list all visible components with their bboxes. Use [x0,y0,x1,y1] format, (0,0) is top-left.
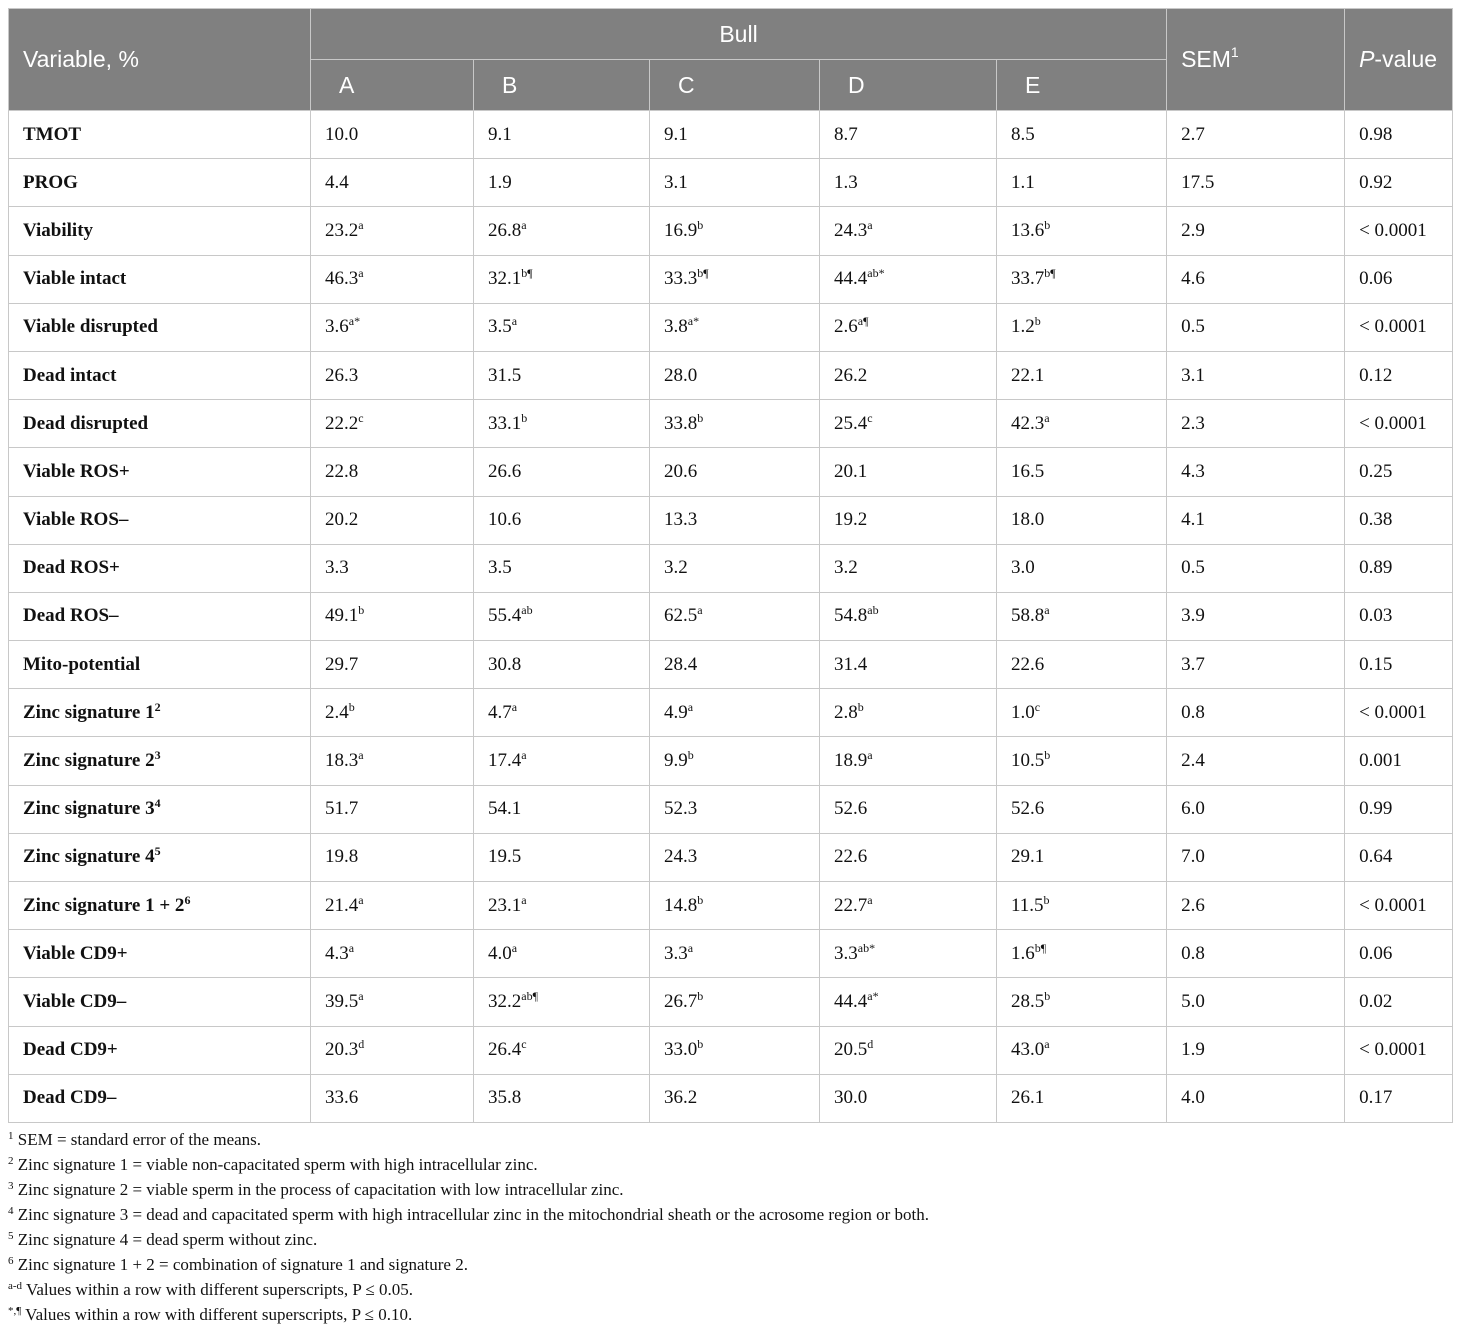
table-row [9,1074,1453,1122]
value-cell: $33.3^{b\P}$ [650,255,820,303]
value-cell: 54.1 [474,785,650,833]
value-cell: 35.8 [474,1074,650,1122]
value-cell: 30.0 [820,1074,997,1122]
sem-cell: 5.0 [1167,978,1345,1026]
sem-cell: 3.1 [1167,351,1345,399]
value-cell: 8.7 [820,111,997,159]
table-row [9,207,1453,255]
value-cell: 26.1 [997,1074,1167,1122]
value-cell: 26.6 [474,448,650,496]
p-value-header: P-value [1345,9,1453,111]
value-cell: 4.0$^a$ [474,930,650,978]
value-cell: 28.0 [650,351,820,399]
variable-label: Viability [9,207,311,255]
variable-label: Zinc signature $3^4$ [9,785,311,833]
bull-d-header: D [820,60,997,111]
value-cell: 49.1$^b$ [311,592,474,640]
table-row [9,400,1453,448]
value-cell: 22.7$^a$ [820,882,997,930]
variable-label: Viable disrupted [9,303,311,351]
table-row [9,351,1453,399]
p-value-cell: 0.92 [1345,159,1453,207]
variable-label: Dead ROS+ [9,544,311,592]
value-cell: 22.8 [311,448,474,496]
value-cell: 24.3 [650,833,820,881]
sem-header: SEM$^1$ [1167,9,1345,111]
table-row [9,689,1453,737]
value-cell: 43.0$^a$ [997,1026,1167,1074]
value-cell: $33.7^{b\P}$ [997,255,1167,303]
value-cell: 52.6 [820,785,997,833]
variable-header: Variable, % [9,9,311,111]
value-cell: 1.0$^c$ [997,689,1167,737]
value-cell: 1.9 [474,159,650,207]
sem-cell: 0.8 [1167,689,1345,737]
value-cell: 16.9$^b$ [650,207,820,255]
table-row [9,159,1453,207]
value-cell: 22.2$^c$ [311,400,474,448]
sem-cell: 4.3 [1167,448,1345,496]
p-value-cell: 0.98 [1345,111,1453,159]
p-value-cell: 0.03 [1345,592,1453,640]
p-value-cell: 0.38 [1345,496,1453,544]
sem-cell: 7.0 [1167,833,1345,881]
table-row [9,785,1453,833]
p-value-cell: 0.06 [1345,930,1453,978]
value-cell: 1.2$^b$ [997,303,1167,351]
value-cell: 46.3$^a$ [311,255,474,303]
footnotes [8,1127,1452,1327]
variable-label: Dead ROS– [9,592,311,640]
variable-label: Viable CD9+ [9,930,311,978]
value-cell: 1.1 [997,159,1167,207]
value-cell: 36.2 [650,1074,820,1122]
table-row [9,303,1453,351]
value-cell: 42.3$^a$ [997,400,1167,448]
sem-cell: 0.8 [1167,930,1345,978]
p-value-cell: 0.06 [1345,255,1453,303]
value-cell: 33.6 [311,1074,474,1122]
sem-cell: 2.4 [1167,737,1345,785]
value-cell: 3.5 [474,544,650,592]
value-cell: 4.7$^a$ [474,689,650,737]
bull-group-header: Bull [311,9,1167,60]
footnote: *,¶ Values within a row with different superscripts, P ≤ 0.10. [8,1304,413,1324]
table-row [9,111,1453,159]
value-cell: 26.8$^a$ [474,207,650,255]
bull-c-header: C [650,60,820,111]
sem-cell: 6.0 [1167,785,1345,833]
value-cell: 17.4$^a$ [474,737,650,785]
variable-label: TMOT [9,111,311,159]
value-cell: 55.4$^{ab}$ [474,592,650,640]
value-cell: $3.3^{ab*}$ [820,930,997,978]
value-cell: 58.8$^a$ [997,592,1167,640]
p-value-cell: < 0.0001 [1345,207,1453,255]
p-value-cell: 0.12 [1345,351,1453,399]
value-cell: 3.2 [820,544,997,592]
value-cell: 19.5 [474,833,650,881]
value-cell: 25.4$^c$ [820,400,997,448]
variable-label: Viable intact [9,255,311,303]
value-cell: $2.6^{a\P}$ [820,303,997,351]
sem-cell: 4.0 [1167,1074,1345,1122]
value-cell: 19.8 [311,833,474,881]
footnote: $^2$ Zinc signature 1 = viable non-capacitated sperm with high intracellular zinc. [8,1154,538,1174]
table-row [9,737,1453,785]
value-cell: 33.1$^b$ [474,400,650,448]
sem-cell: 0.5 [1167,303,1345,351]
sem-cell: 4.1 [1167,496,1345,544]
p-value-cell: 0.25 [1345,448,1453,496]
value-cell: 19.2 [820,496,997,544]
table-body [9,111,1453,1123]
table-row [9,255,1453,303]
value-cell: $32.2^{ab\P}$ [474,978,650,1026]
variable-label: Viable ROS– [9,496,311,544]
value-cell: 51.7 [311,785,474,833]
value-cell: 9.1 [474,111,650,159]
value-cell: 14.8$^b$ [650,882,820,930]
p-value-cell: 0.001 [1345,737,1453,785]
value-cell: $3.6^{a*}$ [311,303,474,351]
value-cell: 62.5$^a$ [650,592,820,640]
table-row [9,448,1453,496]
value-cell: 39.5$^a$ [311,978,474,1026]
value-cell: 28.5$^b$ [997,978,1167,1026]
value-cell: $44.4^{ab*}$ [820,255,997,303]
value-cell: 13.3 [650,496,820,544]
p-value-cell: < 0.0001 [1345,882,1453,930]
value-cell: 9.1 [650,111,820,159]
footnote: $^3$ Zinc signature 2 = viable sperm in the process of capacitation with low intracellular zinc. [8,1179,624,1199]
value-cell: 4.4 [311,159,474,207]
value-cell: $32.1^{b\P}$ [474,255,650,303]
value-cell: 3.1 [650,159,820,207]
value-cell: 26.4$^c$ [474,1026,650,1074]
sem-cell: 17.5 [1167,159,1345,207]
variable-label: Viable ROS+ [9,448,311,496]
sem-cell: 2.6 [1167,882,1345,930]
variable-label: Dead CD9+ [9,1026,311,1074]
value-cell: 21.4$^a$ [311,882,474,930]
variable-label: PROG [9,159,311,207]
value-cell: 3.2 [650,544,820,592]
p-value-cell: 0.64 [1345,833,1453,881]
value-cell: 26.3 [311,351,474,399]
footnote: $^4$ Zinc signature 3 = dead and capacitated sperm with high intracellular zinc in the mitochondrial sheath or the acrosome region or both. [8,1204,929,1224]
table-row [9,1026,1453,1074]
variable-label: Zinc signature $2^3$ [9,737,311,785]
p-value-cell: 0.89 [1345,544,1453,592]
value-cell: $3.8^{a*}$ [650,303,820,351]
p-value-cell: < 0.0001 [1345,689,1453,737]
value-cell: 29.1 [997,833,1167,881]
sem-cell: 3.7 [1167,641,1345,689]
value-cell: 22.6 [997,641,1167,689]
variable-label: Viable CD9– [9,978,311,1026]
footnote: $^6$ Zinc signature 1 + 2 = combination of signature 1 and signature 2. [8,1254,468,1274]
sem-cell: 0.5 [1167,544,1345,592]
value-cell: 10.5$^b$ [997,737,1167,785]
value-cell: 54.8$^{ab}$ [820,592,997,640]
p-value-cell: 0.17 [1345,1074,1453,1122]
bull-b-header: B [474,60,650,111]
value-cell: 26.2 [820,351,997,399]
sem-cell: 3.9 [1167,592,1345,640]
value-cell: 9.9$^b$ [650,737,820,785]
value-cell: 24.3$^a$ [820,207,997,255]
value-cell: 3.5$^a$ [474,303,650,351]
value-cell: 22.6 [820,833,997,881]
value-cell: 33.0$^b$ [650,1026,820,1074]
table-row [9,882,1453,930]
value-cell: 20.2 [311,496,474,544]
value-cell: 18.0 [997,496,1167,544]
value-cell: 52.3 [650,785,820,833]
value-cell: 2.8$^b$ [820,689,997,737]
p-value-cell: 0.15 [1345,641,1453,689]
value-cell: 52.6 [997,785,1167,833]
bull-e-header: E [997,60,1167,111]
value-cell: 1.3 [820,159,997,207]
value-cell: 28.4 [650,641,820,689]
value-cell: 3.0 [997,544,1167,592]
value-cell: 4.9$^a$ [650,689,820,737]
footnote: $^5$ Zinc signature 4 = dead sperm without zinc. [8,1229,318,1249]
table-row [9,833,1453,881]
value-cell: 23.1$^a$ [474,882,650,930]
value-cell: 22.1 [997,351,1167,399]
value-cell: 31.5 [474,351,650,399]
value-cell: 16.5 [997,448,1167,496]
value-cell: 4.3$^a$ [311,930,474,978]
value-cell: 2.4$^b$ [311,689,474,737]
footnote: $^1$ SEM = standard error of the means. [8,1129,262,1149]
value-cell: 31.4 [820,641,997,689]
p-value-cell: < 0.0001 [1345,1026,1453,1074]
value-cell: 26.7$^b$ [650,978,820,1026]
footnote: $^{a-d}$ Values within a row with different superscripts, P ≤ 0.05. [8,1279,414,1299]
variable-label: Dead intact [9,351,311,399]
table-row [9,930,1453,978]
variable-label: Zinc signature $4^5$ [9,833,311,881]
value-cell: 29.7 [311,641,474,689]
value-cell: 20.5$^d$ [820,1026,997,1074]
table-row [9,641,1453,689]
value-cell: 23.2$^a$ [311,207,474,255]
variable-label: Zinc signature $1 + 2^6$ [9,882,311,930]
bull-a-header: A [311,60,474,111]
sem-cell: 1.9 [1167,1026,1345,1074]
p-value-cell: < 0.0001 [1345,400,1453,448]
table-row [9,592,1453,640]
table-row [9,544,1453,592]
variable-label: Dead CD9– [9,1074,311,1122]
variable-label: Dead disrupted [9,400,311,448]
value-cell: 33.8$^b$ [650,400,820,448]
sem-cell: 2.3 [1167,400,1345,448]
table-row [9,978,1453,1026]
value-cell: 18.3$^a$ [311,737,474,785]
sem-cell: 4.6 [1167,255,1345,303]
value-cell: 20.3$^d$ [311,1026,474,1074]
p-value-cell: 0.02 [1345,978,1453,1026]
sem-cell: 2.7 [1167,111,1345,159]
value-cell: 20.1 [820,448,997,496]
value-cell: $44.4^{a*}$ [820,978,997,1026]
value-cell: $1.6^{b\P}$ [997,930,1167,978]
results-table [8,8,1453,1123]
value-cell: 20.6 [650,448,820,496]
value-cell: 10.6 [474,496,650,544]
value-cell: 10.0 [311,111,474,159]
sem-cell: 2.9 [1167,207,1345,255]
header-row-1 [9,9,1453,60]
value-cell: 18.9$^a$ [820,737,997,785]
table-row [9,496,1453,544]
variable-label: Zinc signature $1^2$ [9,689,311,737]
value-cell: 3.3$^a$ [650,930,820,978]
p-value-cell: 0.99 [1345,785,1453,833]
p-value-cell: < 0.0001 [1345,303,1453,351]
value-cell: 13.6$^b$ [997,207,1167,255]
value-cell: 8.5 [997,111,1167,159]
variable-label: Mito-potential [9,641,311,689]
value-cell: 30.8 [474,641,650,689]
value-cell: 3.3 [311,544,474,592]
value-cell: 11.5$^b$ [997,882,1167,930]
table-figure [8,8,1452,1327]
